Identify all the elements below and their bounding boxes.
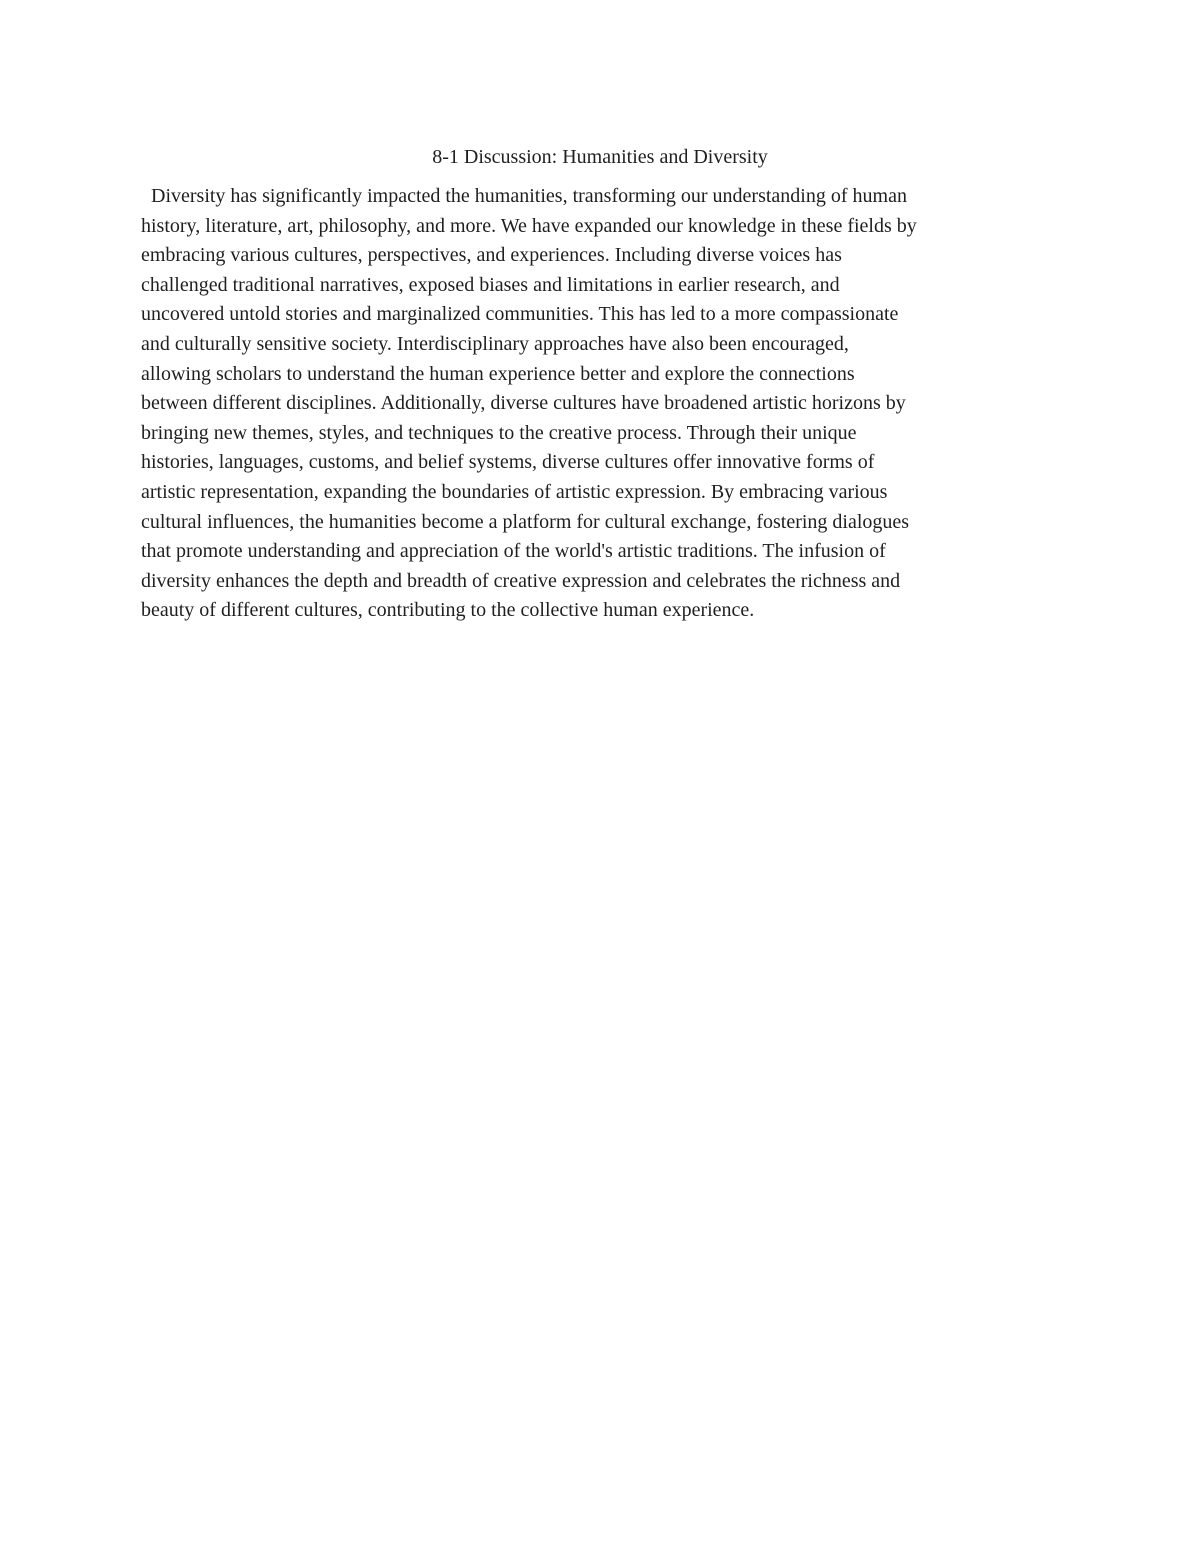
body-line: cultural influences, the humanities become a platform for cultural exchange, fostering dialogues: [141, 510, 910, 533]
body-line: histories, languages, customs, and belief systems, diverse cultures offer innovative forms of: [141, 451, 875, 474]
body-line: allowing scholars to understand the human experience better and explore the connections: [141, 362, 855, 385]
body-line: uncovered untold stories and marginalized communities. This has led to a more compassionate: [141, 303, 899, 326]
body-line: bringing new themes, styles, and techniques to the creative process. Through their unique: [141, 421, 857, 444]
document-title: 8-1 Discussion: Humanities and Diversity: [432, 146, 768, 168]
body-line: diversity enhances the depth and breadth of creative expression and celebrates the richness and: [141, 569, 901, 592]
body-line: history, literature, art, philosophy, and more. We have expanded our knowledge in these fields by: [141, 214, 917, 237]
body-line: Diversity has significantly impacted the humanities, transforming our understanding of human: [141, 185, 907, 207]
body-line: challenged traditional narratives, exposed biases and limitations in earlier research, and: [141, 273, 840, 296]
body-line: that promote understanding and appreciation of the world's artistic traditions. The infusion of: [141, 540, 886, 563]
body-line: and culturally sensitive society. Interdisciplinary approaches have also been encouraged,: [141, 332, 849, 355]
body-line: artistic representation, expanding the boundaries of artistic expression. By embracing various: [141, 480, 888, 503]
body-line: between different disciplines. Additionally, diverse cultures have broadened artistic horizons by: [141, 392, 906, 415]
body-line: embracing various cultures, perspectives, and experiences. Including diverse voices has: [141, 244, 842, 267]
body-line: beauty of different cultures, contributing to the collective human experience.: [141, 599, 755, 622]
document-body: [141, 182, 1061, 626]
